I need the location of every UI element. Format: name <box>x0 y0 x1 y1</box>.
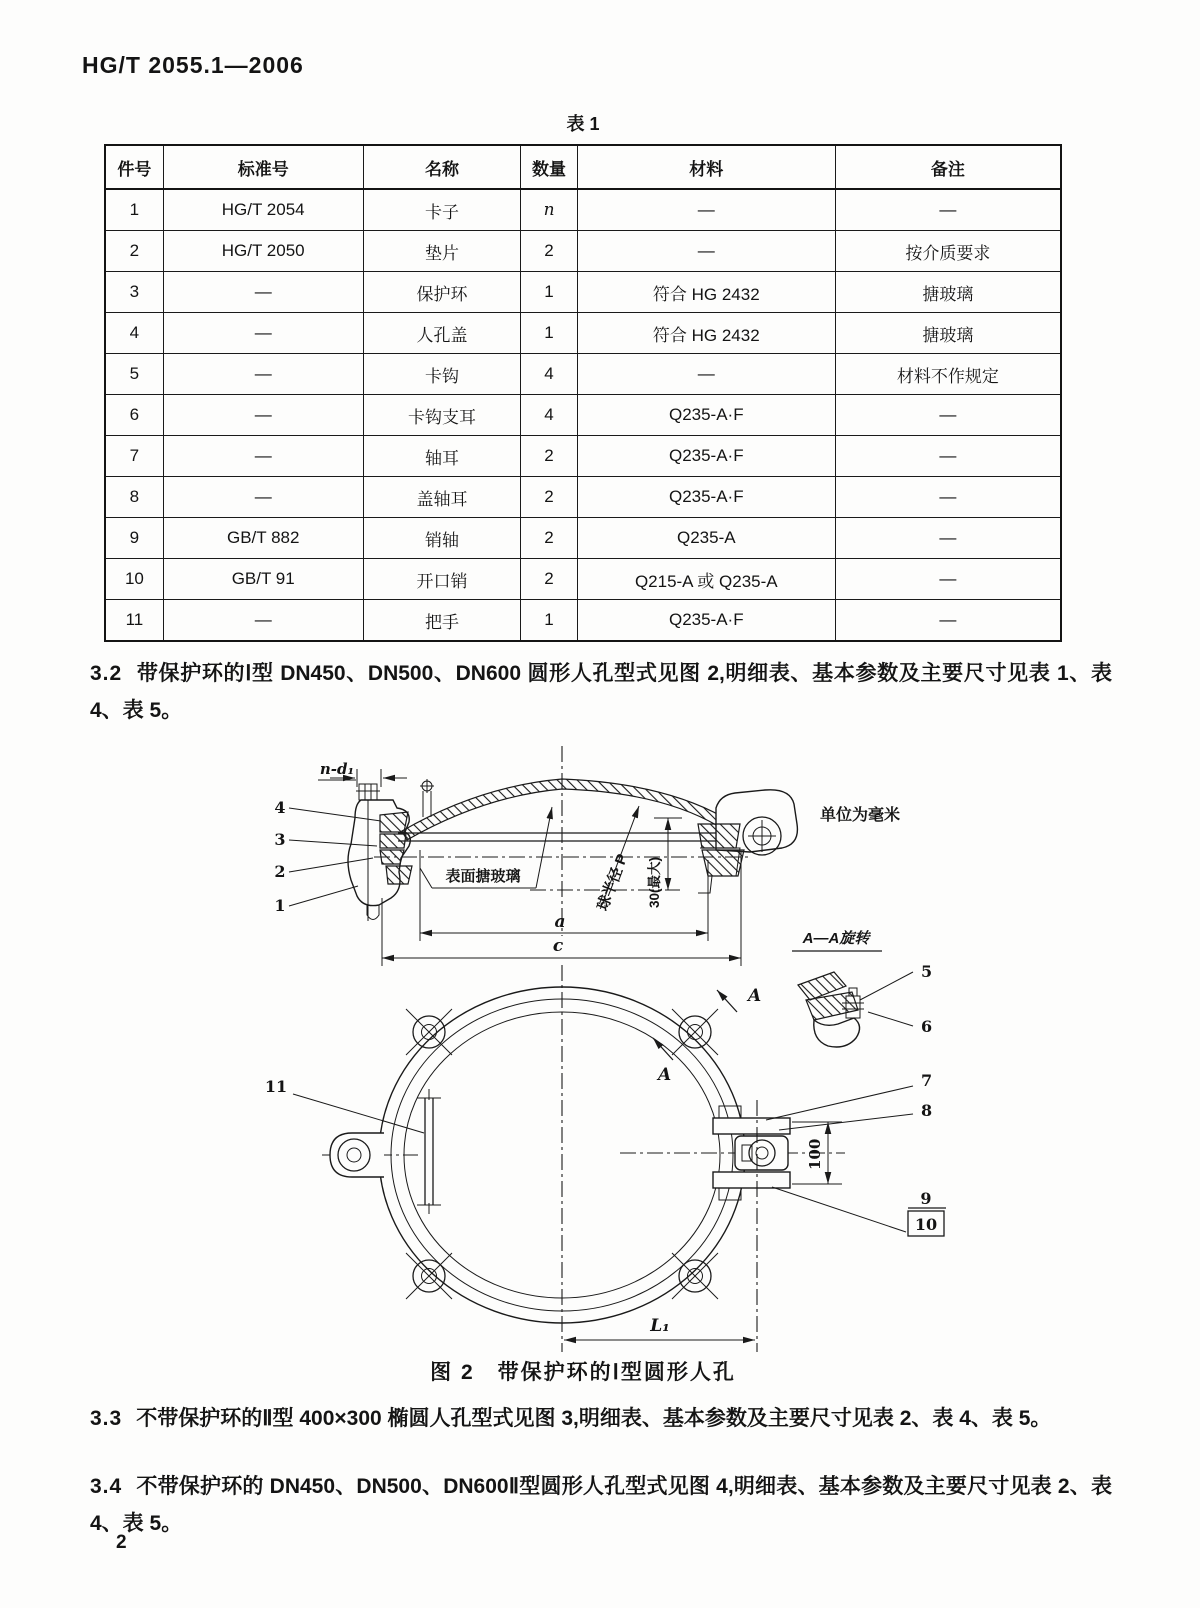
parts-table-header <box>105 145 1061 189</box>
col-remark: 备注 <box>835 145 1061 189</box>
table-cell: 1 <box>105 189 163 231</box>
table-cell: — <box>835 600 1061 642</box>
clamp-bottom-left <box>406 1253 452 1299</box>
left-hinge-lug <box>330 1133 384 1177</box>
table-row <box>105 395 1061 436</box>
table-cell: 9 <box>105 518 163 559</box>
table-cell: 10 <box>105 559 163 600</box>
standard-number: HG/T 2055.1—2006 <box>82 52 304 78</box>
table-cell: 3 <box>105 272 163 313</box>
table-cell: Q235-A·F <box>577 436 835 477</box>
part-9-label: 9 <box>920 1189 932 1208</box>
part-11-label: 11 <box>264 1077 288 1096</box>
table-cell: — <box>163 436 363 477</box>
table-cell: 2 <box>521 559 577 600</box>
table-cell: 2 <box>521 231 577 272</box>
table-header-row <box>105 145 1061 189</box>
table-row <box>105 354 1061 395</box>
table-cell: 把手 <box>363 600 521 642</box>
table-row <box>105 600 1061 642</box>
table-cell: 轴耳 <box>363 436 521 477</box>
table-cell: Q235-A·F <box>577 600 835 642</box>
table-row <box>105 313 1061 354</box>
table-cell: n <box>521 189 577 231</box>
units-note: 单位为毫米 <box>820 807 901 824</box>
table-cell: 1 <box>521 313 577 354</box>
clamp-top-left <box>406 1009 452 1055</box>
table-cell: 2 <box>521 436 577 477</box>
table-cell: Q235-A·F <box>577 395 835 436</box>
table-cell: 6 <box>105 395 163 436</box>
clause-number: 3.4 <box>90 1475 123 1498</box>
dimension-a-label: a <box>554 912 566 932</box>
table-cell: 8 <box>105 477 163 518</box>
table-cell: 4 <box>105 313 163 354</box>
col-qty: 数量 <box>521 145 577 189</box>
table-cell: 按介质要求 <box>835 231 1061 272</box>
table-cell: 符合 HG 2432 <box>577 272 835 313</box>
clause-text: 带保护环的Ⅰ型 DN450、DN500、DN600 圆形人孔型式见图 2,明细表、基本参数及主要尺寸见表 1、表 4、表 5。 <box>90 662 1112 722</box>
sphere-radius-label: 球半径 P <box>594 851 632 914</box>
dimension-100-label: 100 <box>806 1138 824 1170</box>
part-1-label: 1 <box>274 896 286 915</box>
table-cell: — <box>835 518 1061 559</box>
col-item-no: 件号 <box>105 145 163 189</box>
table-cell: 人孔盖 <box>363 313 521 354</box>
dimension-L1-label: L₁ <box>650 1316 670 1336</box>
table-cell: Q235-A·F <box>577 477 835 518</box>
table-cell: — <box>163 477 363 518</box>
section-a-a-detail <box>792 929 932 1047</box>
table-cell: — <box>835 189 1061 231</box>
table-cell: 盖轴耳 <box>363 477 521 518</box>
paragraph-3-2 <box>90 655 1112 729</box>
table-cell: — <box>577 354 835 395</box>
table-row <box>105 436 1061 477</box>
table-cell: — <box>835 559 1061 600</box>
table-cell: 1 <box>521 272 577 313</box>
table-cell: — <box>163 395 363 436</box>
table-cell: 卡子 <box>363 189 521 231</box>
parts-table <box>104 144 1062 642</box>
table-row <box>105 559 1061 600</box>
table-cell: 材料不作规定 <box>835 354 1061 395</box>
table-cell: 2 <box>521 477 577 518</box>
table-row <box>105 518 1061 559</box>
table-cell: 搪玻璃 <box>835 313 1061 354</box>
clamp-bottom-right <box>672 1253 718 1299</box>
table-cell: GB/T 91 <box>163 559 363 600</box>
table-cell: 4 <box>521 354 577 395</box>
surface-enamel-label: 表面搪玻璃 <box>445 868 521 885</box>
table-row <box>105 272 1061 313</box>
dimension-c-label: c <box>552 936 564 956</box>
table-cell: Q215-A 或 Q235-A <box>577 559 835 600</box>
clause-text: 不带保护环的 DN450、DN500、DN600Ⅱ型圆形人孔型式见图 4,明细表、基本参数及主要尺寸见表 2、表 4、表 5。 <box>90 1475 1112 1535</box>
paragraph-3-4 <box>90 1468 1112 1542</box>
section-a-a-title: A—A旋转 <box>802 930 870 947</box>
col-material: 材料 <box>577 145 835 189</box>
section-mark-a-lower: A <box>658 1065 672 1085</box>
table-cell: 符合 HG 2432 <box>577 313 835 354</box>
table-title: 表 1 <box>566 114 600 134</box>
table-row <box>105 477 1061 518</box>
table-row <box>105 189 1061 231</box>
bolt-holes-dimension-label: n-d₁ <box>319 760 355 778</box>
table-row <box>105 231 1061 272</box>
table-cell: 卡钩支耳 <box>363 395 521 436</box>
part-4-label: 4 <box>274 798 286 817</box>
table-cell: 垫片 <box>363 231 521 272</box>
clamp-top-right <box>672 1009 718 1055</box>
table-cell: — <box>163 600 363 642</box>
table-cell: HG/T 2050 <box>163 231 363 272</box>
table-cell: — <box>577 189 835 231</box>
table-cell: 7 <box>105 436 163 477</box>
col-standard-no: 标准号 <box>163 145 363 189</box>
figure-2-caption: 图 2 带保护环的Ⅰ型圆形人孔 <box>430 1361 736 1384</box>
dimension-30-max-label: 30(最大) <box>647 856 662 908</box>
table-cell: — <box>835 477 1061 518</box>
table-cell: 1 <box>521 600 577 642</box>
paragraph-3-3 <box>90 1400 1112 1437</box>
table-cell: — <box>835 436 1061 477</box>
section-mark-a-upper: A <box>748 986 762 1006</box>
part-8-label: 8 <box>921 1101 933 1120</box>
part-2-label: 2 <box>274 862 286 881</box>
part-7-label: 7 <box>921 1071 933 1090</box>
part-3-label: 3 <box>274 830 286 849</box>
table-cell: 2 <box>521 518 577 559</box>
table-cell: HG/T 2054 <box>163 189 363 231</box>
table-cell: — <box>163 313 363 354</box>
table-cell: 11 <box>105 600 163 642</box>
clause-text: 不带保护环的Ⅱ型 400×300 椭圆人孔型式见图 3,明细表、基本参数及主要尺寸见表 2、表 4、表 5。 <box>136 1407 1052 1430</box>
page-number: 2 <box>116 1532 127 1553</box>
table-cell: 2 <box>105 231 163 272</box>
table-cell: — <box>163 272 363 313</box>
figure-2-drawing <box>0 740 1200 1355</box>
table-cell: 销轴 <box>363 518 521 559</box>
part-5-label: 5 <box>921 962 933 981</box>
table-cell: — <box>835 395 1061 436</box>
col-name: 名称 <box>363 145 521 189</box>
part-6-label: 6 <box>921 1017 933 1036</box>
part-10-label: 10 <box>914 1215 938 1234</box>
table-cell: 4 <box>521 395 577 436</box>
table-cell: — <box>163 354 363 395</box>
table-cell: — <box>577 231 835 272</box>
clause-number: 3.2 <box>90 662 123 685</box>
clause-number: 3.3 <box>90 1407 123 1430</box>
table-cell: 卡钩 <box>363 354 521 395</box>
parts-table-body <box>105 189 1061 641</box>
table-cell: 5 <box>105 354 163 395</box>
table-cell: Q235-A <box>577 518 835 559</box>
table-cell: 搪玻璃 <box>835 272 1061 313</box>
table-cell: GB/T 882 <box>163 518 363 559</box>
table-cell: 开口销 <box>363 559 521 600</box>
table-cell: 保护环 <box>363 272 521 313</box>
